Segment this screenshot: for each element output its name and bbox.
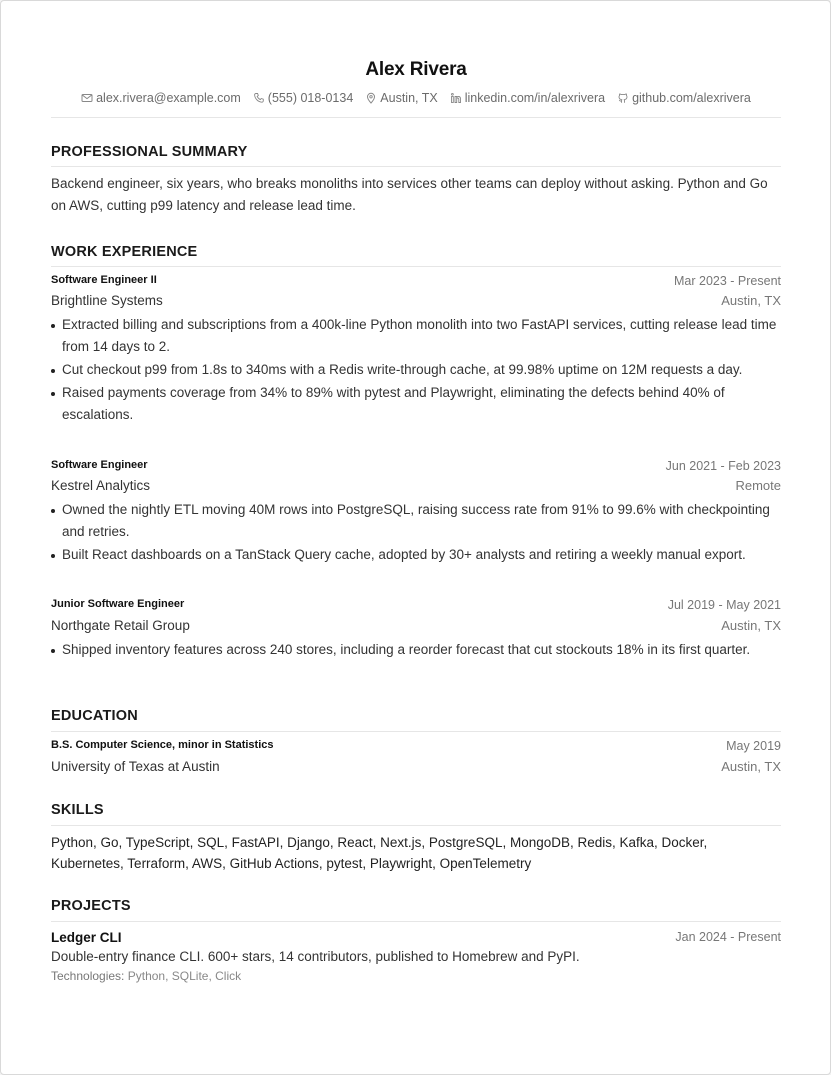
contact-email[interactable]	[81, 91, 241, 105]
job-3-header	[51, 598, 781, 612]
experience-divider	[51, 266, 781, 267]
job-2-title: Software Engineer	[51, 459, 148, 471]
skills-list: Python, Go, TypeScript, SQL, FastAPI, Django, React, Next.js, PostgreSQL, MongoDB, Redis, Kafka, Docker, Kubernetes, Terraform, AWS, GitHub Actions, pytest, Playwright, OpenTelemetry	[51, 835, 708, 871]
project-1-header	[51, 930, 781, 945]
project-1-tech-list: Python, SQLite, Click	[127, 969, 242, 983]
project-1-name: Ledger CLI	[51, 930, 122, 945]
contact-phone-text: (555) 018-0134	[267, 91, 354, 105]
job-1-company: Brightline Systems	[51, 293, 163, 308]
summary-divider	[51, 166, 781, 167]
contact-location	[365, 91, 437, 105]
contact-line	[51, 91, 781, 105]
job-2-header	[51, 459, 781, 473]
job-2-bullet: Owned the nightly ETL moving 40M rows into PostgreSQL, raising success rate from 91% to 99.6% with checkpointing and retries.	[51, 499, 781, 543]
job-2-location: Remote	[735, 478, 781, 493]
job-2-subheader	[51, 478, 781, 493]
projects-divider	[51, 921, 781, 922]
contact-email-text: alex.rivera@example.com	[96, 91, 241, 105]
job-1-bullet: Raised payments coverage from 34% to 89% with pytest and Playwright, eliminating the defects behind 40% of escalations.	[51, 382, 781, 426]
projects-heading: PROJECTS	[51, 898, 131, 914]
project-1-tech-label: Technologies:	[51, 969, 125, 983]
job-3-title: Junior Software Engineer	[51, 598, 185, 610]
summary-heading: PROFESSIONAL SUMMARY	[51, 144, 248, 160]
job-1-location: Austin, TX	[721, 293, 781, 308]
job-3-dates: Jul 2019 - May 2021	[667, 598, 781, 612]
job-1-bullet: Extracted billing and subscriptions from a 400k-line Python monolith into two FastAPI services, cutting release lead time from 14 days to 2.	[51, 314, 781, 358]
contact-github-text: github.com/alexrivera	[632, 91, 751, 105]
contact-phone[interactable]	[253, 91, 353, 105]
job-1-title: Software Engineer II	[51, 274, 157, 286]
skills-divider	[51, 825, 781, 826]
mail-icon	[81, 92, 93, 104]
job-2-company: Kestrel Analytics	[51, 478, 151, 493]
header-divider	[51, 117, 781, 118]
job-3-bullet: Shipped inventory features across 240 stores, including a reorder forecast that cut stockouts 18% in its first quarter.	[51, 639, 781, 661]
project-1-tech	[51, 969, 241, 983]
experience-heading: WORK EXPERIENCE	[51, 244, 198, 260]
project-1-dates: Jan 2024 - Present	[675, 930, 781, 944]
job-2-bullets	[51, 499, 781, 567]
location-icon	[365, 92, 377, 104]
candidate-name: Alex Rivera	[365, 59, 467, 80]
summary-text: Backend engineer, six years, who breaks monoliths into services other teams can deploy without asking. Python and Go on AWS, cutting p99 latency and release lead time.	[51, 176, 768, 213]
phone-icon	[253, 92, 265, 104]
education-heading: EDUCATION	[51, 708, 138, 724]
contact-linkedin[interactable]	[450, 91, 605, 105]
job-1-bullets	[51, 314, 781, 427]
job-3-subheader	[51, 618, 781, 633]
job-3-company: Northgate Retail Group	[51, 618, 190, 633]
linkedin-icon	[450, 92, 462, 104]
job-1-bullet: Cut checkout p99 from 1.8s to 340ms with a Redis write-through cache, at 99.98% uptime on 12M requests a day.	[51, 359, 781, 381]
job-1-header	[51, 274, 781, 288]
job-2-dates: Jun 2021 - Feb 2023	[665, 459, 781, 473]
job-3-bullets	[51, 639, 781, 662]
project-1-description: Double-entry finance CLI. 600+ stars, 14 contributors, published to Homebrew and PyPI.	[51, 949, 580, 964]
job-2-bullet: Built React dashboards on a TanStack Query cache, adopted by 30+ analysts and retiring a weekly manual export.	[51, 544, 781, 566]
contact-location-text: Austin, TX	[380, 91, 438, 105]
education-school: University of Texas at Austin	[51, 759, 220, 774]
education-header	[51, 739, 781, 753]
contact-github[interactable]	[617, 91, 751, 105]
education-divider	[51, 731, 781, 732]
job-1-dates: Mar 2023 - Present	[674, 274, 781, 288]
job-3-location: Austin, TX	[721, 618, 781, 633]
education-location: Austin, TX	[721, 759, 781, 774]
contact-linkedin-text: linkedin.com/in/alexrivera	[464, 91, 606, 105]
education-subheader	[51, 759, 781, 774]
education-degree: B.S. Computer Science, minor in Statistics	[51, 739, 274, 751]
skills-heading: SKILLS	[51, 802, 104, 818]
job-1-subheader	[51, 293, 781, 308]
education-date: May 2019	[726, 739, 781, 753]
github-icon	[617, 92, 629, 104]
